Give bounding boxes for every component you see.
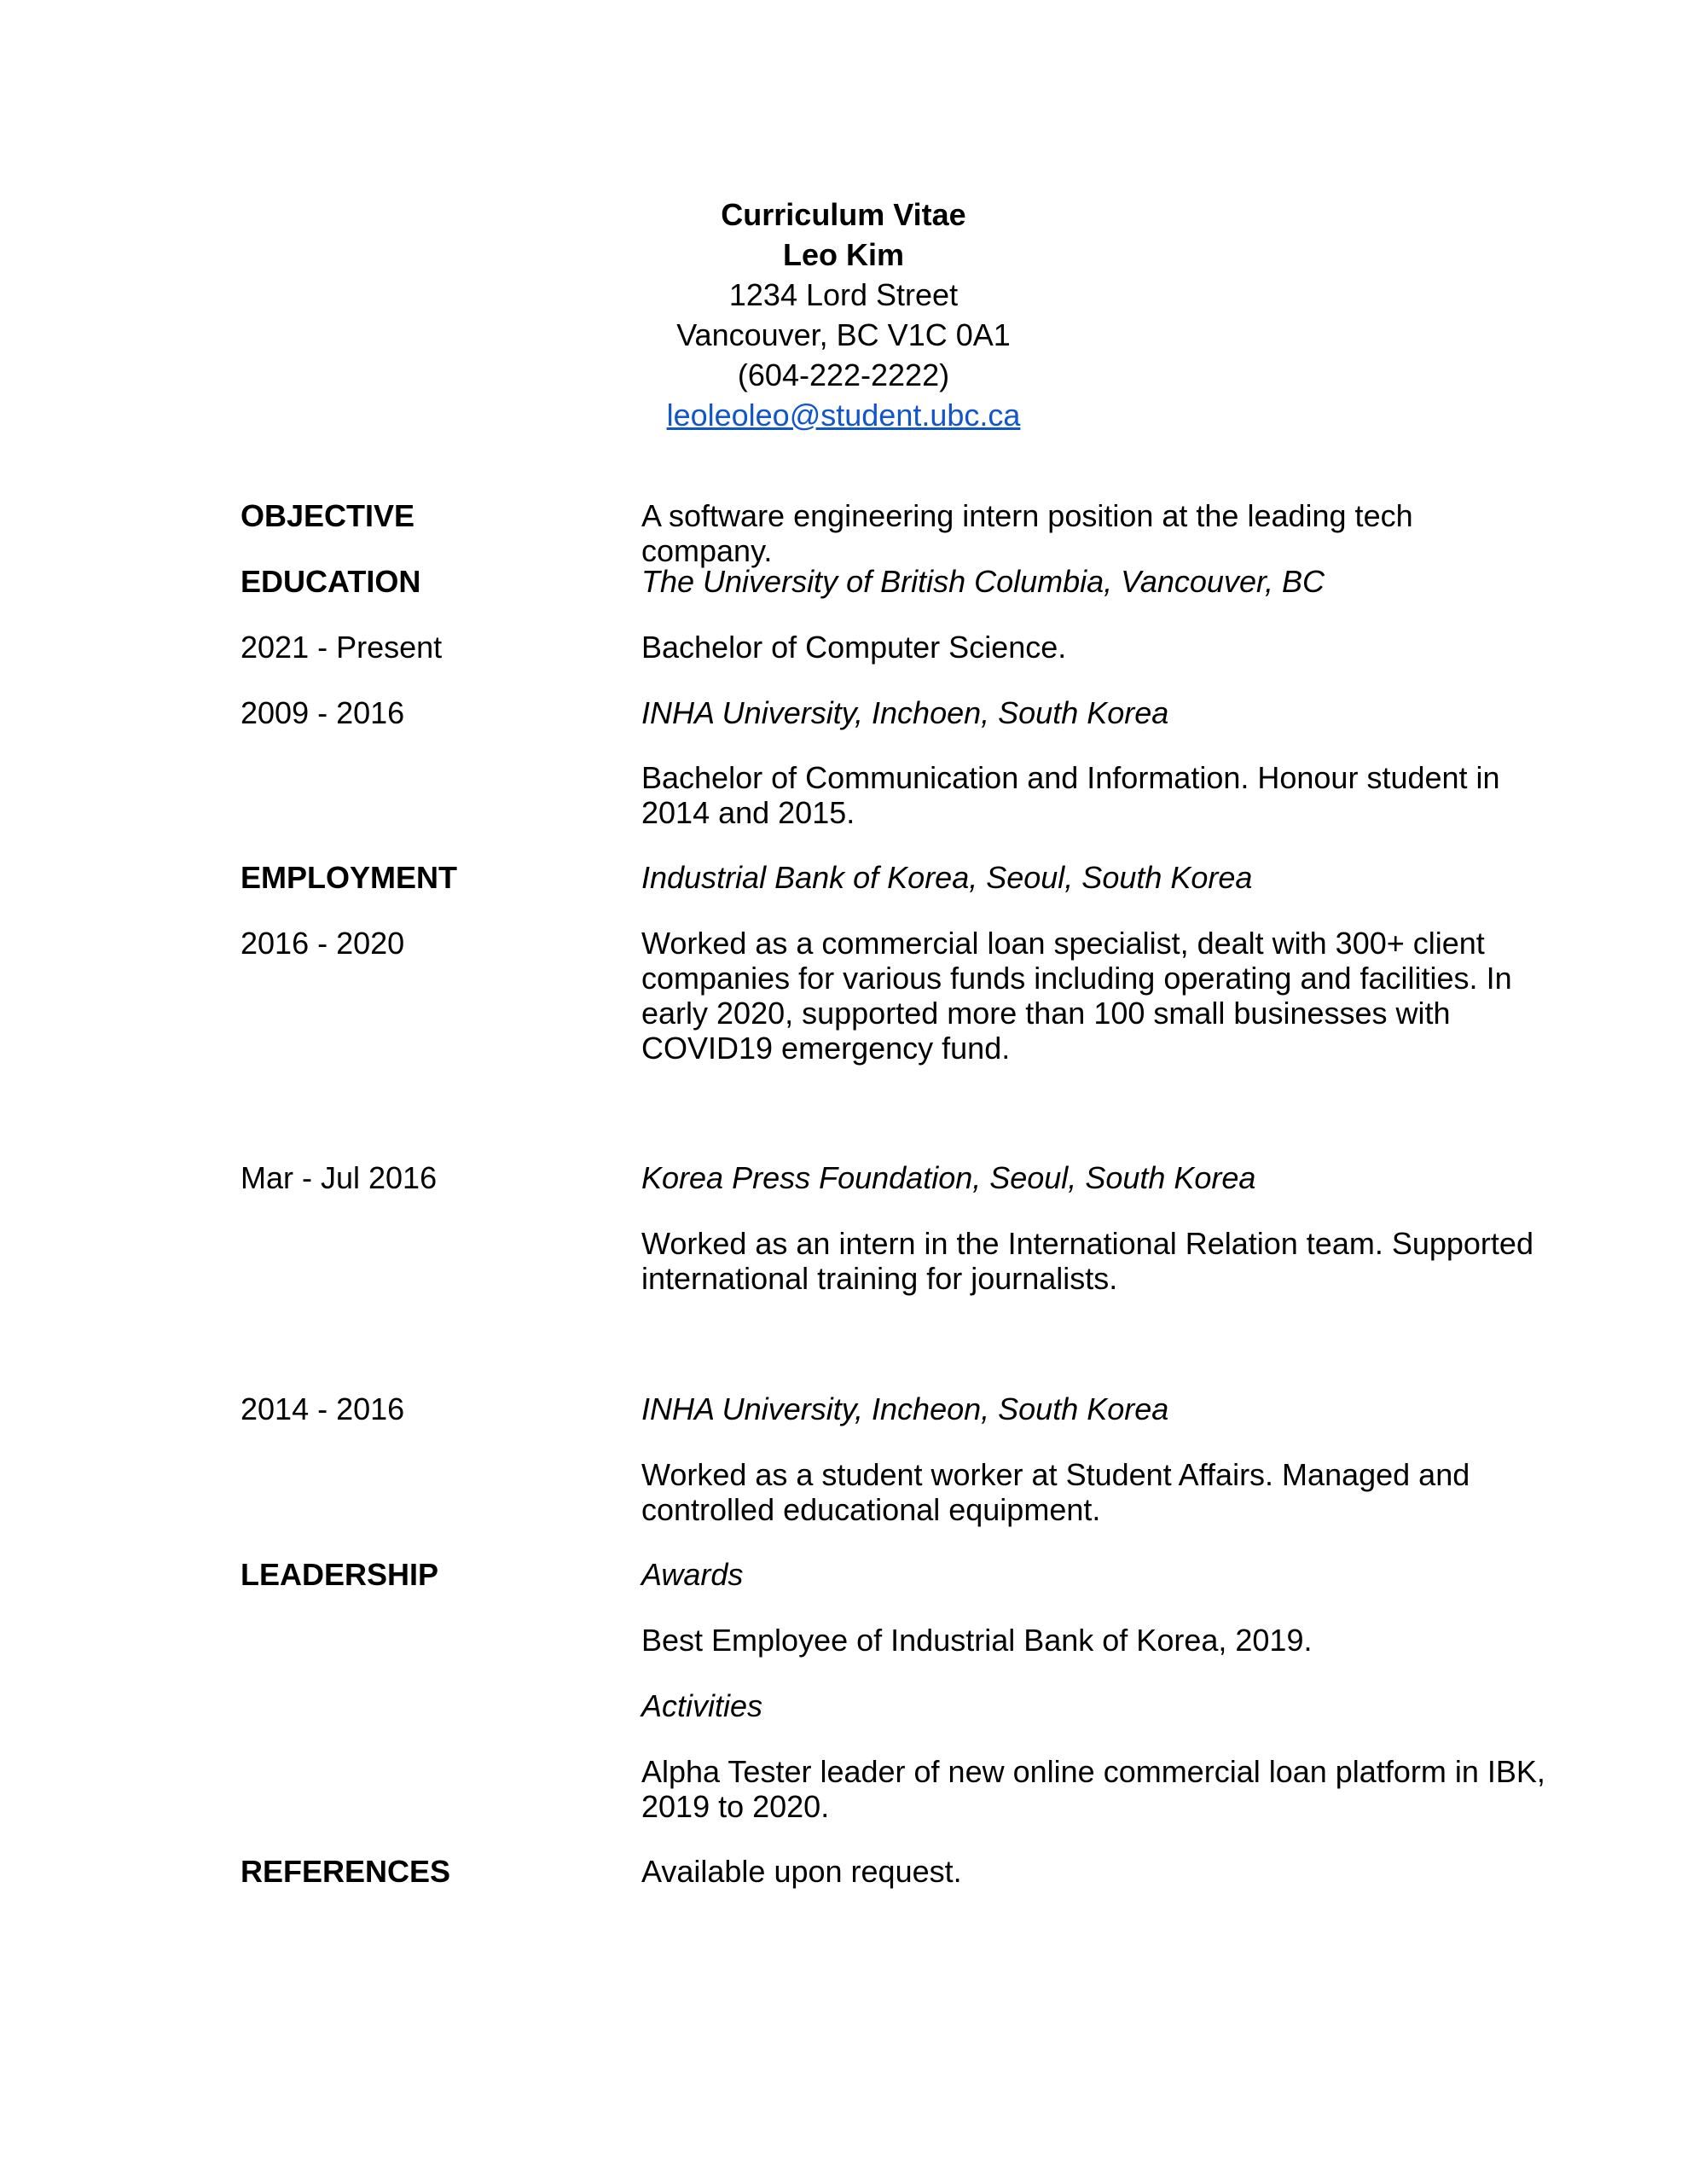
cv-header [0, 195, 1687, 435]
employment-dates-ibk: 2016 - 2020 [241, 926, 405, 961]
education-institution-ubc: The University of British Columbia, Vancouver, BC [641, 564, 1325, 599]
education-degree-ubc: Bachelor of Computer Science. [641, 630, 1067, 665]
employment-dates-kpf: Mar - Jul 2016 [241, 1160, 438, 1195]
activities-text: Alpha Tester leader of new online commercial loan platform in IBK, 2019 to 2020. [641, 1754, 1545, 1824]
job-description-inha: Worked as a student worker at Student Affairs. Managed and controlled educational equipment. [641, 1457, 1470, 1527]
references-text: Available upon request. [641, 1854, 962, 1889]
job-description-kpf: Worked as an intern in the International Relation team. Supported international training for journalists. [641, 1226, 1533, 1296]
employment-dates-inha: 2014 - 2016 [241, 1391, 405, 1426]
email-link[interactable]: leoleoleo@student.ubc.ca [666, 398, 1021, 433]
applicant-name: Leo Kim [782, 237, 904, 272]
activities-heading: Activities [641, 1688, 763, 1723]
section-heading-employment: EMPLOYMENT [241, 860, 458, 895]
phone-number: (604-222-2222) [737, 357, 950, 392]
address-city: Vancouver, BC V1C 0A1 [676, 317, 1011, 352]
section-heading-references: REFERENCES [241, 1854, 451, 1889]
objective-text: A software engineering intern position at the leading tech company. [641, 498, 1413, 568]
job-description-ibk: Worked as a commercial loan specialist, dealt with 300+ client companies for various funds including operating and facilities. In early 2020, supported more than 100 small businesses with COVID19 emergency fund. [641, 926, 1512, 1066]
document-title: Curriculum Vitae [721, 197, 966, 232]
section-heading-objective: OBJECTIVE [241, 498, 415, 533]
awards-heading: Awards [641, 1557, 744, 1592]
education-dates-ubc: 2021 - Present [241, 630, 443, 665]
employer-ibk: Industrial Bank of Korea, Seoul, South Korea [641, 860, 1253, 895]
employer-inha: INHA University, Incheon, South Korea [641, 1391, 1169, 1426]
education-degree-inha: Bachelor of Communication and Information. Honour student in 2014 and 2015. [641, 760, 1500, 830]
section-heading-education: EDUCATION [241, 564, 421, 599]
education-institution-inha: INHA University, Inchoen, South Korea [641, 695, 1169, 730]
section-heading-leadership: LEADERSHIP [241, 1557, 439, 1592]
address-street: 1234 Lord Street [728, 277, 959, 312]
awards-text: Best Employee of Industrial Bank of Korea, 2019. [641, 1623, 1313, 1658]
employer-kpf: Korea Press Foundation, Seoul, South Korea [641, 1160, 1256, 1195]
education-dates-inha: 2009 - 2016 [241, 695, 405, 730]
